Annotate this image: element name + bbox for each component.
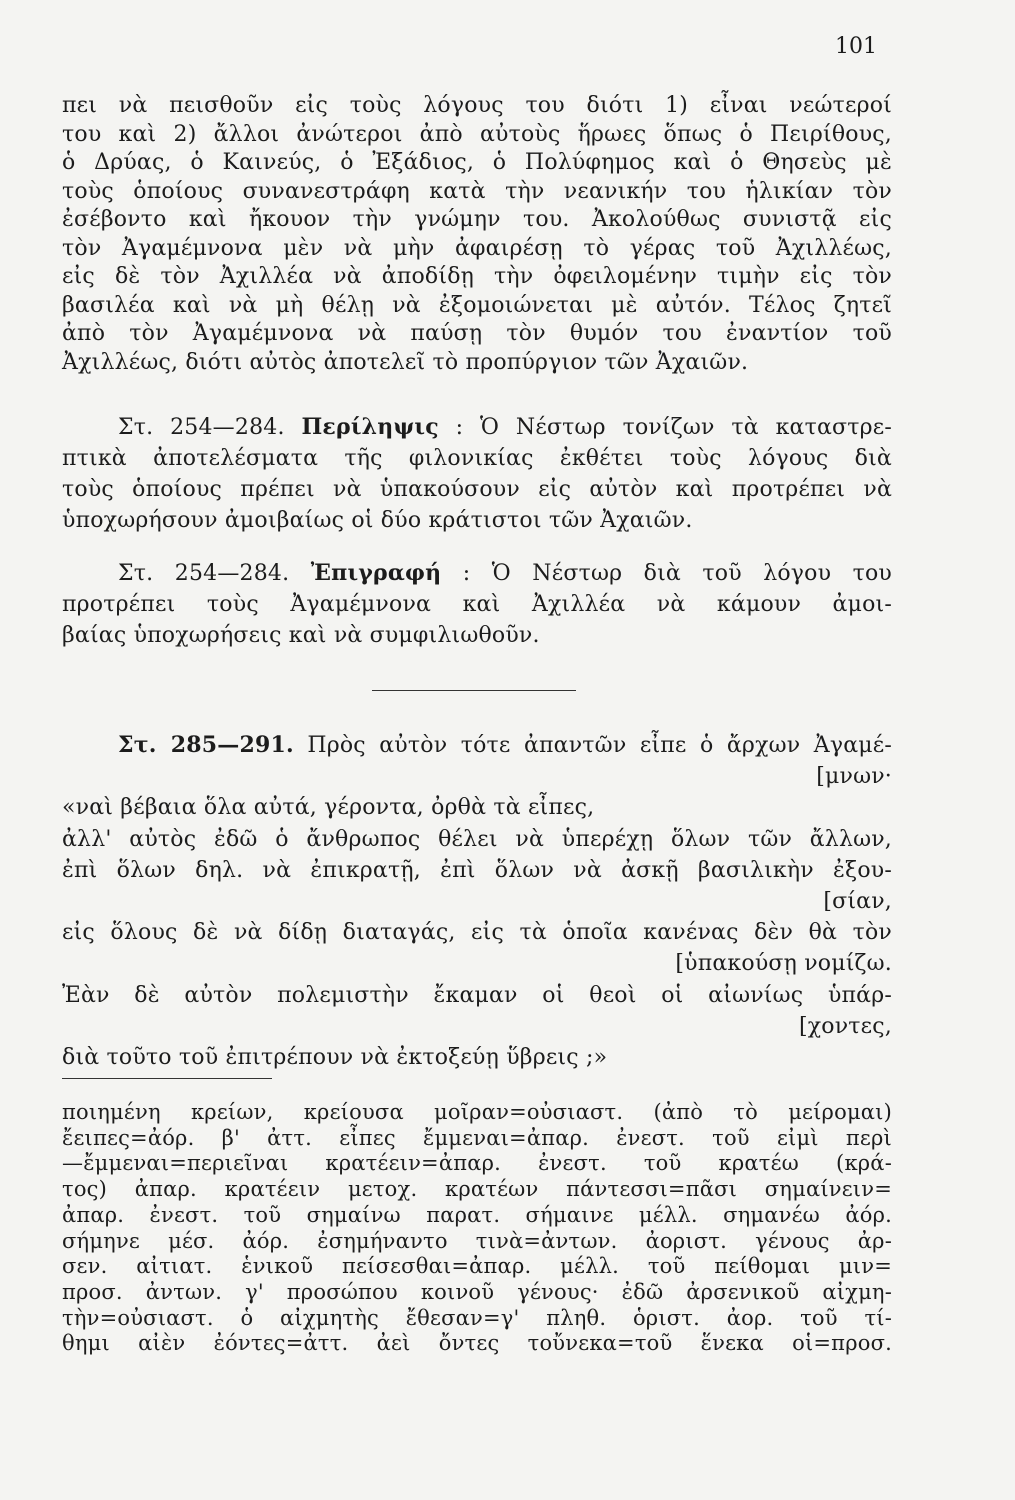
verse-continuation: [σίαν, xyxy=(823,889,892,915)
translation-section xyxy=(62,730,892,1073)
note-line: σήμηνε μέσ. ἀόρ. ἐσημήναντο τινὰ=ἀντων. ἀοριστ. γένους ἀρ- xyxy=(62,1228,892,1253)
text-fragment: Πρὸς αὐτὸν τότε ἀπαντῶν εἶπε ὁ ἄρχων Ἀγαμέ- xyxy=(307,733,892,758)
section-heading-line xyxy=(62,730,892,761)
text-line: Ἀχιλλέως, διότι αὐτὸς ἀποτελεῖ τὸ προπύργιον τῶν Ἀχαιῶν. xyxy=(62,349,749,375)
section-heading-line xyxy=(62,558,892,589)
note-line: τος) ἀπαρ. κρατέειν μετοχ. κρατέων πάντεσσι=πᾶσι σημαίνειν= xyxy=(62,1177,892,1202)
verse-line: διὰ τοῦτο τοῦ ἐπιτρέπουν νὰ ἐκτοξεύῃ ὕβρεις ;» xyxy=(62,1045,608,1071)
text-line: ἐσέβοντο καὶ ἤκουον τὴν γνώμην του. Ἀκολούθως συνιστᾷ εἰς xyxy=(62,207,892,232)
note-line: —ἔμμεναι=περιεῖναι κρατέειν=ἀπαρ. ἐνεστ. τοῦ κρατέω (κρά- xyxy=(62,1151,892,1176)
verse-continuation: [χοντες, xyxy=(798,1013,892,1039)
notes-section xyxy=(62,1100,892,1357)
summary-paragraph xyxy=(62,92,892,377)
verse-line: Ἐὰν δὲ αὐτὸν πολεμιστὴν ἔκαμαν οἱ θεοὶ οἱ αἰωνίως ὑπάρ- xyxy=(62,982,892,1008)
text-line: ὁ Δρύας, ὁ Καινεύς, ὁ Ἐξάδιος, ὁ Πολύφημος καὶ ὁ Θησεὺς μὲ xyxy=(62,150,892,175)
text-fragment: : Ὁ Νέστωρ τονίζων τὰ καταστρε- xyxy=(455,415,892,440)
text-line: ἀπὸ τὸν Ἀγαμέμνονα νὰ παύσῃ τὸν θυμόν του ἐναντίον τοῦ xyxy=(62,321,892,346)
text-line: τὸν Ἀγαμέμνονα μὲν νὰ μὴν ἀφαιρέσῃ τὸ γέρας τοῦ Ἀχιλλέως, xyxy=(62,235,892,261)
text-line: τοὺς ὁποίους πρέπει νὰ ὑπακούσουν εἰς αὐτὸν καὶ προτρέπει νὰ xyxy=(62,477,892,502)
text-line: βαίας ὑποχωρήσεις καὶ νὰ συμφιλιωθοῦν. xyxy=(62,623,540,648)
text-line: τοὺς ὁποίους συνανεστράφη κατὰ τὴν νεανικήν του ἡλικίαν τὸν xyxy=(62,178,892,204)
text-line: ὑποχωρήσουν ἀμοιβαίως οἱ δύο κράτιστοι τῶν Ἀχαιῶν. xyxy=(62,508,693,533)
text-line: βασιλέα καὶ νὰ μὴ θέλῃ νὰ ἐξομοιώνεται μὲ αὐτόν. Τέλος ζητεῖ xyxy=(62,292,892,318)
note-line: προσ. ἀντων. γ' προσώπου κοινοῦ γένους· ἐδῶ ἀρσενικοῦ αἰχμη- xyxy=(62,1279,892,1304)
note-line: σεν. αἰτιατ. ἑνικοῦ πείσεσθαι=ἀπαρ. μέλλ. τοῦ πείθομαι μιν= xyxy=(62,1254,892,1279)
section-label: Περίληψις xyxy=(301,414,439,440)
note-line: ἀπαρ. ἐνεστ. τοῦ σημαίνω παρατ. σήμαινε μέλλ. σημανέω ἀόρ. xyxy=(62,1202,892,1227)
section-heading-line xyxy=(62,412,892,443)
note-line: θημι αἰὲν ἐόντες=ἀττ. ἀεὶ ὄντες τοὔνεκα=τοῦ ἕνεκα οἱ=προσ. xyxy=(62,1331,892,1356)
footnote-divider xyxy=(62,1078,272,1079)
note-line: ποιημένη κρείων, κρείουσα μοῖραν=οὐσιαστ. (ἀπὸ τὸ μείρομαι) xyxy=(62,1100,892,1124)
text-line: πει νὰ πεισθοῦν εἰς τοὺς λόγους του διότι 1) εἶναι νεώτεροί xyxy=(62,93,892,118)
verse-line: «ναὶ βέβαια ὅλα αὐτά, γέροντα, ὀρθὰ τὰ εἶπες, xyxy=(62,795,595,821)
summary-section xyxy=(62,412,892,536)
verse-line: ἐπὶ ὅλων δηλ. νὰ ἐπικρατῇ, ἐπὶ ὅλων νὰ ἀσκῇ βασιλικὴν ἐξου- xyxy=(62,857,892,883)
verse-reference: Στ. 254—284. xyxy=(118,415,285,440)
note-line: ἔειπες=ἀόρ. β' ἀττ. εἶπες ἔμμεναι=ἀπαρ. ἐνεστ. τοῦ εἰμὶ περὶ xyxy=(62,1125,892,1150)
text-line: του καὶ 2) ἄλλοι ἀνώτεροι ἀπὸ αὐτοὺς ἥρωες ὅπως ὁ Πειρίθους, xyxy=(62,121,892,147)
verse-line: ἀλλ' αὐτὸς ἐδῶ ὁ ἄνθρωπος θέλει νὰ ὑπερέχῃ ὅλων τῶν ἄλλων, xyxy=(62,826,892,852)
verse-line: εἰς ὅλους δὲ νὰ δίδῃ διαταγάς, εἰς τὰ ὁποῖα κανένας δὲν θὰ τὸν xyxy=(62,920,892,946)
verse-continuation: [μνων· xyxy=(816,764,892,790)
section-divider xyxy=(372,690,576,691)
page-number: 101 xyxy=(835,34,877,59)
note-line: τὴν=οὐσιαστ. ὁ αἰχμητὴς ἔθεσαν=γ' πληθ. ὁριστ. ἀορ. τοῦ τί- xyxy=(62,1305,892,1330)
verse-continuation: [ὑπακούσῃ νομίζω. xyxy=(675,951,892,977)
title-section xyxy=(62,558,892,651)
verse-reference: Στ. 285—291. xyxy=(118,732,294,758)
text-line: προτρέπει τοὺς Ἀγαμέμνονα καὶ Ἀχιλλέα νὰ κάμουν ἀμοι- xyxy=(62,592,892,617)
text-line: πτικὰ ἀποτελέσματα τῆς φιλονικίας ἐκθέτει τοὺς λόγους διὰ xyxy=(62,446,892,471)
text-fragment: : Ὁ Νέστωρ διὰ τοῦ λόγου του xyxy=(462,561,892,586)
verse-reference: Στ. 254—284. xyxy=(118,561,290,586)
section-label: Ἐπιγραφή xyxy=(310,560,442,586)
text-line: εἰς δὲ τὸν Ἀχιλλέα νὰ ἀποδίδῃ τὴν ὀφειλομένην τιμὴν εἰς τὸν xyxy=(62,264,892,289)
